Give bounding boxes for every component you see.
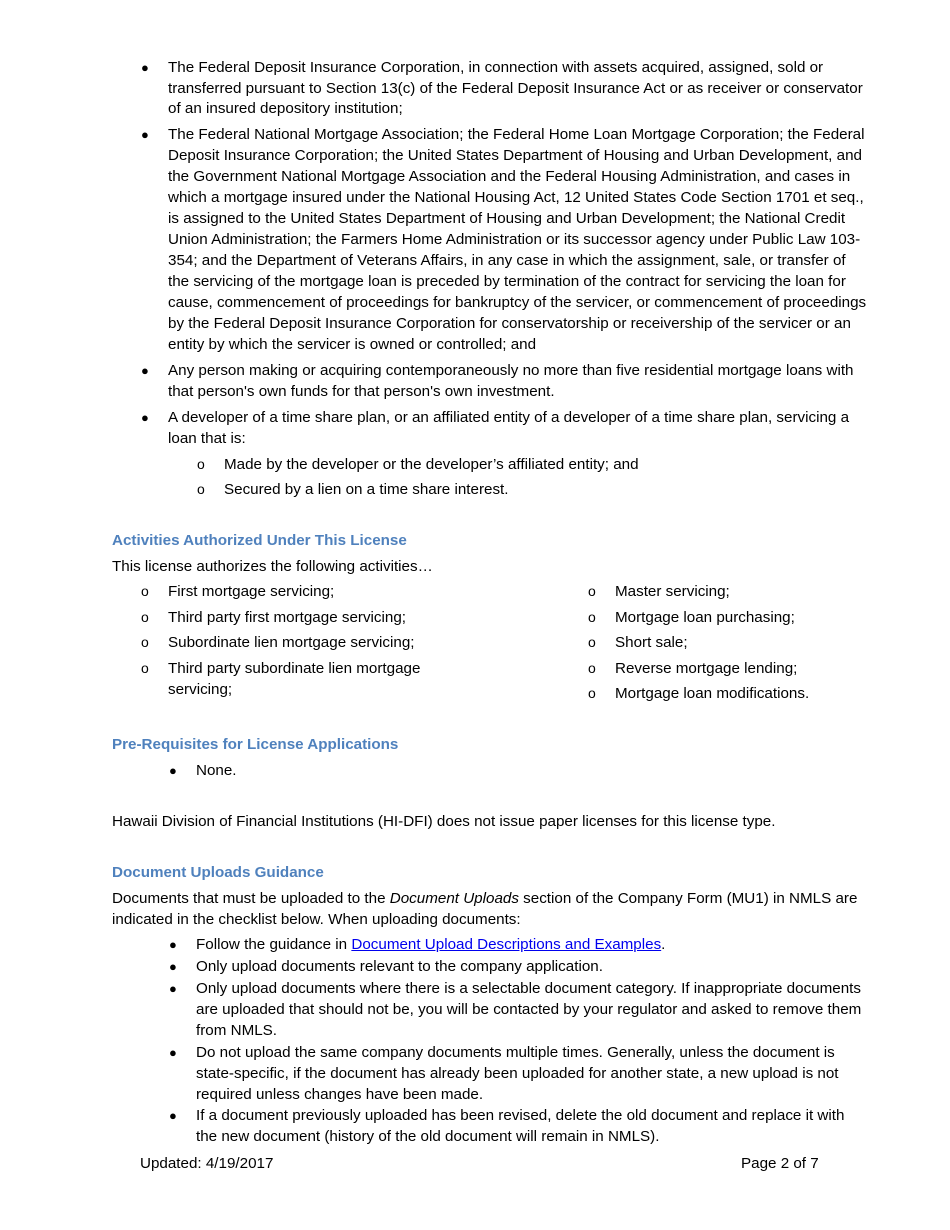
activity-right-2: Mortgage loan purchasing; — [615, 609, 795, 626]
activity-right-1: Master servicing; — [615, 583, 730, 600]
uploads-revised-line-2: the new document (history of the old document will remain in NMLS). — [196, 1128, 660, 1145]
uploads-duplicates-line-3: required unless changes have been made. — [196, 1086, 484, 1103]
uploads-duplicates-line-1: Do not upload the same company documents multiple times. Generally, unless the document is — [196, 1044, 835, 1061]
exemption-3-line-2: that person's own funds for that person's own investment. — [168, 383, 555, 400]
uploads-intro-text: Documents that must be uploaded to the — [112, 890, 390, 907]
exemption-1-line-2: transferred pursuant to Section 13(c) of the Federal Deposit Insurance Act or as receiver or conservator — [168, 80, 863, 97]
bullet-icon: ● — [169, 937, 177, 952]
bullet-icon: ● — [141, 60, 149, 75]
sub-item-1: Made by the developer or the developer’s affiliated entity; and — [224, 456, 639, 473]
exemption-2-line-1: The Federal National Mortgage Association; the Federal Home Loan Mortgage Corporation; the Federal — [168, 126, 865, 143]
uploads-follow-guidance — [196, 934, 665, 955]
exemption-2-line-2: Deposit Insurance Corporation; the United States Department of Housing and Urban Development, and — [168, 147, 862, 164]
exemption-2-line-4: which a mortgage insured under the National Housing Act, 12 United States Code Section 1701 et seq., — [168, 189, 864, 206]
uploads-intro-text-end: section of the Company Form (MU1) in NMLS are — [518, 890, 858, 907]
follow-guidance-period: . — [661, 936, 666, 953]
circle-bullet-icon: o — [141, 609, 149, 625]
activities-heading: Activities Authorized Under This License — [112, 532, 407, 549]
exemption-1-line-3: of an insured depository institution; — [168, 100, 403, 117]
exemption-4-line-1: A developer of a time share plan, or an affiliated entity of a developer of a time share plan, servicing a — [168, 409, 850, 426]
activities-intro: This license authorizes the following activities… — [112, 558, 433, 575]
exemption-1-line-1: The Federal Deposit Insurance Corporation, in connection with assets acquired, assigned, sold or — [168, 59, 824, 76]
circle-bullet-icon: o — [141, 583, 149, 599]
document-upload-guide-link[interactable]: Document Upload Descriptions and Examples — [351, 936, 662, 953]
footer-updated-date: Updated: 4/19/2017 — [140, 1155, 274, 1172]
bullet-icon: ● — [141, 127, 149, 142]
activity-left-2: Third party first mortgage servicing; — [168, 609, 407, 626]
exemption-3-line-1: Any person making or acquiring contemporaneously no more than five residential mortgage loans with — [168, 362, 854, 379]
uploads-selectable-line-2: are uploaded that should not be, you will be contacted by your regulator and asked to remove them — [196, 1001, 862, 1018]
exemption-2-line-10: by the Federal Deposit Insurance Corporation for conservatorship or receivership of the servicer or an — [168, 315, 851, 332]
activity-left-4: Third party subordinate lien mortgage — [168, 660, 421, 677]
bullet-icon: ● — [169, 763, 177, 778]
follow-guidance-text: Follow the guidance in — [196, 936, 352, 953]
uploads-intro-emphasis: Document Uploads — [389, 890, 519, 907]
circle-bullet-icon: o — [588, 583, 596, 599]
activity-left-1: First mortgage servicing; — [168, 583, 335, 600]
paper-license-notice: Hawaii Division of Financial Institutions (HI-DFI) does not issue paper licenses for this license type. — [112, 813, 776, 830]
exemption-2-line-7: 354; and the Department of Veterans Affairs, in any case in which the assignment, sale, or transfer of — [168, 252, 846, 269]
circle-bullet-icon: o — [588, 660, 596, 676]
circle-bullet-icon: o — [588, 609, 596, 625]
bullet-icon: ● — [169, 1045, 177, 1060]
prereq-heading: Pre-Requisites for License Applications — [112, 736, 399, 753]
bullet-icon: ● — [169, 981, 177, 996]
exemption-2-line-8: the servicing of the mortgage loan is preceded by termination of the contract for servicing the loan for — [168, 273, 846, 290]
uploads-intro-line-1 — [112, 888, 857, 909]
activity-left-4-cont: servicing; — [168, 681, 233, 698]
exemption-4-line-2: loan that is: — [168, 430, 246, 447]
exemption-2-line-5: is assigned to the United States Department of Housing and Urban Development; the National Credit — [168, 210, 846, 227]
activity-right-3: Short sale; — [615, 634, 688, 651]
footer-page-number: Page 2 of 7 — [741, 1155, 819, 1172]
activity-right-5: Mortgage loan modifications. — [615, 685, 810, 702]
uploads-heading: Document Uploads Guidance — [112, 864, 324, 881]
circle-bullet-icon: o — [141, 660, 149, 676]
prereq-item: None. — [196, 762, 237, 779]
uploads-duplicates-line-2: state-specific, if the document has already been uploaded for another state, a new upload is not — [196, 1065, 839, 1082]
bullet-icon: ● — [141, 410, 149, 425]
circle-bullet-icon: o — [588, 634, 596, 650]
activity-left-3: Subordinate lien mortgage servicing; — [168, 634, 415, 651]
uploads-revised-line-1: If a document previously uploaded has been revised, delete the old document and replace it with — [196, 1107, 845, 1124]
exemption-2-line-6: Union Administration; the Farmers Home Administration or its successor agency under Public Law 103- — [168, 231, 861, 248]
circle-bullet-icon: o — [588, 685, 596, 701]
sub-item-2: Secured by a lien on a time share interest. — [224, 481, 509, 498]
uploads-intro-line-2: indicated in the checklist below. When uploading documents: — [112, 911, 521, 928]
exemption-2-line-3: the Government National Mortgage Association and the Federal Housing Administration, and cases in — [168, 168, 851, 185]
exemption-2-line-9: cause, commencement of proceedings for bankruptcy of the servicer, or commencement of proceedings — [168, 294, 867, 311]
circle-bullet-icon: o — [141, 634, 149, 650]
activity-right-4: Reverse mortgage lending; — [615, 660, 798, 677]
bullet-icon: ● — [169, 1108, 177, 1123]
uploads-selectable-line-1: Only upload documents where there is a selectable document category. If inappropriate documents — [196, 980, 861, 997]
uploads-selectable-line-3: from NMLS. — [196, 1022, 278, 1039]
bullet-icon: ● — [141, 363, 149, 378]
circle-bullet-icon: o — [197, 481, 205, 497]
circle-bullet-icon: o — [197, 456, 205, 472]
bullet-icon: ● — [169, 959, 177, 974]
uploads-only-relevant: Only upload documents relevant to the company application. — [196, 958, 603, 975]
exemption-2-line-11: entity by which the servicer is owned or controlled; and — [168, 336, 537, 353]
